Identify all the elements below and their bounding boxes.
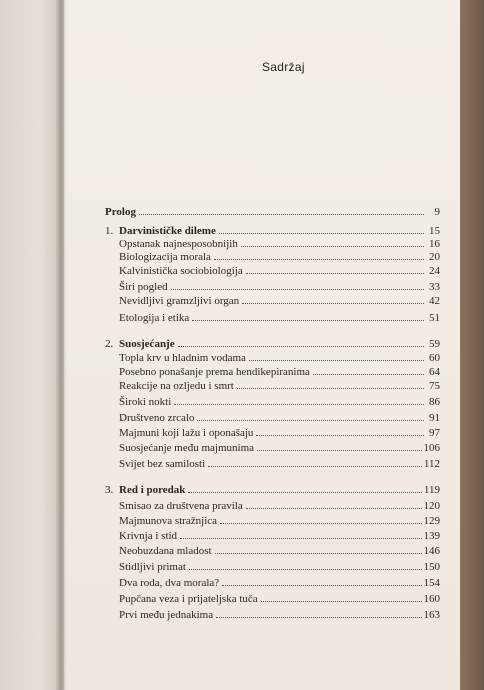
leader-dots xyxy=(222,585,421,586)
page-title: Sadržaj xyxy=(262,60,305,74)
page-number: 119 xyxy=(423,484,440,496)
toc-label: Široki nokti xyxy=(119,396,172,408)
page-number: 20 xyxy=(429,251,440,263)
leader-dots xyxy=(178,346,424,347)
toc-label: Društveno zrcalo xyxy=(119,412,195,424)
toc-label: Krivnja i stid xyxy=(119,530,178,542)
leader-dots xyxy=(192,320,424,321)
toc-chapter xyxy=(105,338,440,351)
toc-label: Neobuzdana mladost xyxy=(119,545,212,557)
toc-label: Topla krv u hladnim vodama xyxy=(119,352,246,364)
toc-item xyxy=(105,312,440,325)
leader-dots xyxy=(241,246,424,247)
toc-item xyxy=(105,530,440,543)
toc-chapter xyxy=(105,225,440,238)
leader-dots xyxy=(139,214,424,215)
toc-label: Svijet bez samilosti xyxy=(119,458,206,470)
toc-label: Prvi među jednakima xyxy=(119,609,214,621)
toc-item xyxy=(105,251,440,264)
chapter-number: 1. xyxy=(105,225,114,237)
page-number: 160 xyxy=(423,593,440,605)
toc-chapter xyxy=(105,484,440,497)
leader-dots xyxy=(216,617,421,618)
leader-dots xyxy=(257,450,421,451)
toc-label: Stidljivi primat xyxy=(119,561,186,573)
toc-label: Prolog xyxy=(105,206,136,218)
leader-dots xyxy=(189,569,422,570)
leader-dots xyxy=(214,259,424,260)
leader-dots xyxy=(220,523,421,524)
toc-item xyxy=(105,561,440,574)
toc-item xyxy=(105,265,440,278)
page-number: 24 xyxy=(429,265,440,277)
page-number: 97 xyxy=(429,427,440,439)
toc-item xyxy=(105,238,440,251)
page-number: 163 xyxy=(423,609,440,621)
leader-dots xyxy=(174,404,424,405)
page-number: 150 xyxy=(423,561,440,573)
toc-item xyxy=(105,577,440,590)
toc-label: Širi pogled xyxy=(119,281,168,293)
toc-label: Red i poredak xyxy=(119,484,186,496)
leader-dots xyxy=(246,273,424,274)
page-number: 15 xyxy=(429,225,440,237)
toc-item xyxy=(105,380,440,393)
toc-item xyxy=(105,352,440,365)
page-number: 64 xyxy=(429,366,440,378)
toc-label: Suosjećanje xyxy=(119,338,175,350)
toc-item xyxy=(105,500,440,513)
page-number: 86 xyxy=(429,396,440,408)
page-number: 112 xyxy=(423,458,440,470)
page-number: 139 xyxy=(423,530,440,542)
leader-dots xyxy=(261,601,422,602)
page-number: 16 xyxy=(429,238,440,250)
leader-dots xyxy=(219,233,424,234)
leader-dots xyxy=(249,360,424,361)
toc-label: Smisao za društvena pravila xyxy=(119,500,243,512)
toc-item xyxy=(105,412,440,425)
toc-label: Majmunova stražnjica xyxy=(119,515,218,527)
toc-label: Majmuni koji lažu i oponašaju xyxy=(119,427,254,439)
leader-dots xyxy=(242,303,424,304)
toc-item xyxy=(105,609,440,622)
page-number: 129 xyxy=(423,515,440,527)
toc-label: Posebno ponašanje prema hendikepiranima xyxy=(119,366,310,378)
leader-dots xyxy=(197,420,424,421)
toc-item xyxy=(105,515,440,528)
toc-label: Kalvinistička sociobiologija xyxy=(119,265,243,277)
toc-item xyxy=(105,545,440,558)
page-number: 59 xyxy=(429,338,440,350)
leader-dots xyxy=(215,553,422,554)
page-number: 106 xyxy=(423,442,440,454)
leader-dots xyxy=(180,538,421,539)
leader-dots xyxy=(256,435,424,436)
page-number: 42 xyxy=(429,295,440,307)
page-number: 9 xyxy=(434,206,440,218)
page-number: 60 xyxy=(429,352,440,364)
toc-item xyxy=(105,396,440,409)
book-gutter xyxy=(56,0,66,690)
page-number: 51 xyxy=(429,312,440,324)
leader-dots xyxy=(237,388,424,389)
toc-label: Nevidljivi gramzljivi organ xyxy=(119,295,240,307)
leader-dots xyxy=(171,289,424,290)
wooden-table xyxy=(460,0,484,690)
page-number: 154 xyxy=(423,577,440,589)
chapter-number: 2. xyxy=(105,338,114,350)
toc-label: Darvinističke dileme xyxy=(119,225,216,237)
toc-label: Dva roda, dva morala? xyxy=(119,577,220,589)
leader-dots xyxy=(208,466,422,467)
toc-item xyxy=(105,442,440,455)
chapter-number: 3. xyxy=(105,484,114,496)
toc-label: Reakcije na ozljedu i smrt xyxy=(119,380,234,392)
toc-prolog xyxy=(105,206,440,219)
toc-label: Pupčana veza i prijateljska tuča xyxy=(119,593,258,605)
toc-item xyxy=(105,366,440,379)
page-number: 33 xyxy=(429,281,440,293)
toc-item xyxy=(105,281,440,294)
toc-item xyxy=(105,427,440,440)
facing-page xyxy=(0,0,60,690)
leader-dots xyxy=(188,492,421,493)
leader-dots xyxy=(246,508,422,509)
page-number: 75 xyxy=(429,380,440,392)
toc-label: Etologija i etika xyxy=(119,312,190,324)
toc-item xyxy=(105,593,440,606)
page-number: 146 xyxy=(423,545,440,557)
toc-item xyxy=(105,458,440,471)
toc-label: Opstanak najnesposobnijih xyxy=(119,238,238,250)
toc-label: Suosjećanje među majmunima xyxy=(119,442,255,454)
toc-label: Biologizacija morala xyxy=(119,251,211,263)
page-number: 120 xyxy=(423,500,440,512)
leader-dots xyxy=(313,374,424,375)
page-number: 91 xyxy=(429,412,440,424)
toc-item xyxy=(105,295,440,308)
